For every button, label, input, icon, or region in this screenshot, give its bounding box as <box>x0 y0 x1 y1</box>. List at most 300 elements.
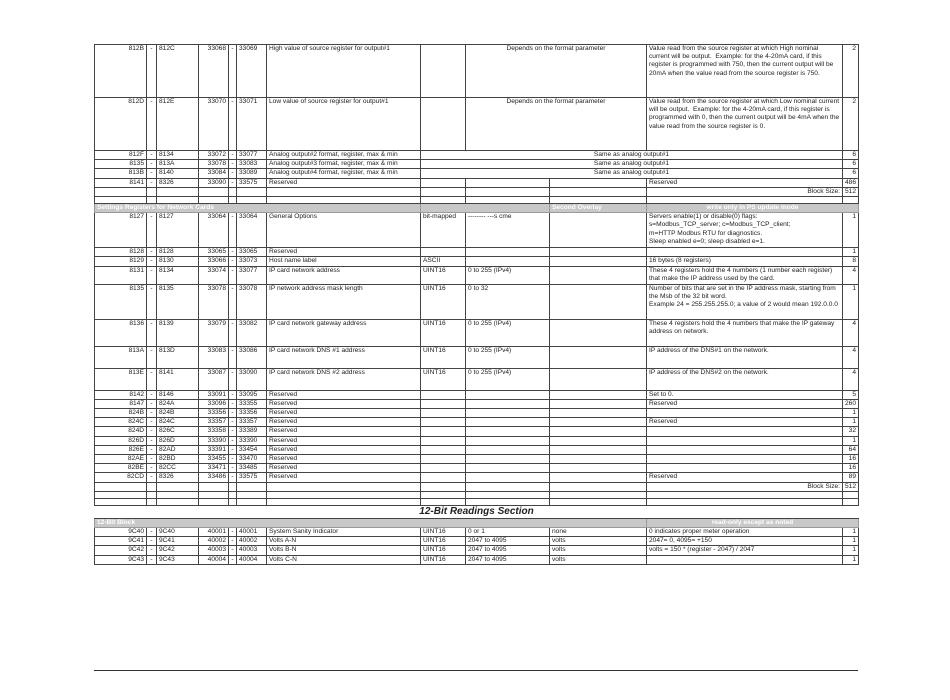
hex-dash: - <box>147 436 157 445</box>
register-map-page <box>94 44 858 565</box>
dec-start: 33070 <box>199 98 229 151</box>
table-row <box>95 187 859 196</box>
empty-cell <box>421 491 466 498</box>
format <box>421 248 466 257</box>
units: none <box>550 528 647 537</box>
comments: 16 bytes (8 registers) <box>647 257 843 266</box>
comments <box>647 464 843 473</box>
table-row <box>95 418 859 427</box>
dec-end: 33064 <box>237 213 267 248</box>
hex-start: 8131 <box>95 266 147 284</box>
register-count: 1 <box>843 537 859 546</box>
empty-cell <box>147 498 157 505</box>
hex-end: 82AD <box>157 445 199 454</box>
dec-dash: - <box>229 528 237 537</box>
description: Volts A-N <box>267 537 421 546</box>
description: Host name label <box>267 257 421 266</box>
format <box>421 455 466 464</box>
hex-start: 9C43 <box>95 555 147 564</box>
hex-start: 813B <box>95 169 147 178</box>
description: System Sanity Indicator <box>267 528 421 537</box>
table-row <box>95 473 859 482</box>
dec-start: 33471 <box>199 464 229 473</box>
range: 0 to 255 (IPv4) <box>466 319 550 346</box>
comments: 0 indicates proper meter operation <box>647 528 843 537</box>
description: Volts B-N <box>267 546 421 555</box>
table-row <box>95 257 859 266</box>
register-count: 2 <box>843 45 859 98</box>
table-row <box>95 178 859 187</box>
range <box>466 257 550 266</box>
register-count: 32 <box>843 427 859 436</box>
hex-end <box>157 482 199 491</box>
register-count: 6 <box>843 169 859 178</box>
description: Analog output#3 format, register, max & min <box>267 160 421 169</box>
format: UINT16 <box>421 537 466 546</box>
format <box>421 178 466 187</box>
register-count: 1 <box>843 409 859 418</box>
units <box>550 284 647 319</box>
register-count: 8 <box>843 257 859 266</box>
units <box>550 473 647 482</box>
hex-start: 8147 <box>95 399 147 408</box>
units <box>550 368 647 390</box>
empty-cell <box>157 498 199 505</box>
empty-cell <box>267 498 421 505</box>
dec-start: 33066 <box>199 257 229 266</box>
empty-cell <box>466 498 550 505</box>
empty-cell <box>843 491 859 498</box>
hex-dash <box>147 482 157 491</box>
hex-start: 8135 <box>95 160 147 169</box>
hex-end: 824C <box>157 418 199 427</box>
format <box>421 427 466 436</box>
section-header-title: 12-Bit Block <box>95 518 647 527</box>
units <box>550 427 647 436</box>
range: Depends on the format parameter <box>466 98 647 151</box>
hex-dash: - <box>147 45 157 98</box>
dec-start: 33078 <box>199 284 229 319</box>
dec-end: 33073 <box>237 257 267 266</box>
dec-end: 33575 <box>237 178 267 187</box>
hex-dash: - <box>147 266 157 284</box>
description: IP network address mask length <box>267 284 421 319</box>
units <box>550 436 647 445</box>
empty-cell <box>95 491 147 498</box>
dec-end: 33078 <box>237 284 267 319</box>
description: IP card network DNS #2 address <box>267 368 421 390</box>
dec-dash: - <box>229 409 237 418</box>
format: UINT16 <box>421 319 466 346</box>
empty-cell <box>466 491 550 498</box>
hex-end: 9C42 <box>157 546 199 555</box>
comments <box>647 555 843 564</box>
hex-dash: - <box>147 445 157 454</box>
empty-cell <box>421 197 466 204</box>
dec-end: 40001 <box>237 528 267 537</box>
dec-start: 33078 <box>199 160 229 169</box>
table-row <box>95 266 859 284</box>
format: UINT16 <box>421 368 466 390</box>
comments: Block Size: <box>647 187 843 196</box>
table-row <box>95 546 859 555</box>
dec-dash: - <box>229 555 237 564</box>
dec-dash: - <box>229 346 237 368</box>
dec-start: 40004 <box>199 555 229 564</box>
range: 0 to 32 <box>466 284 550 319</box>
hex-end <box>157 187 199 196</box>
table-row <box>95 436 859 445</box>
table-row <box>95 368 859 390</box>
register-map-body <box>95 45 859 565</box>
units <box>550 409 647 418</box>
format <box>421 445 466 454</box>
hex-end: 8146 <box>157 390 199 399</box>
comments: IP address of the DNS#1 on the network. <box>647 346 843 368</box>
range <box>466 187 550 196</box>
description: Analog output#2 format, register, max & min <box>267 151 421 160</box>
hex-dash: - <box>147 284 157 319</box>
hex-dash: - <box>147 409 157 418</box>
dec-end: 33077 <box>237 266 267 284</box>
hex-start: 813E <box>95 368 147 390</box>
hex-start: 813A <box>95 346 147 368</box>
hex-dash: - <box>147 319 157 346</box>
dec-start <box>199 187 229 196</box>
dec-start: 33084 <box>199 169 229 178</box>
dec-dash: - <box>229 455 237 464</box>
dec-dash: - <box>229 464 237 473</box>
format <box>421 98 466 151</box>
hex-end: 813A <box>157 160 199 169</box>
hex-end: 8141 <box>157 368 199 390</box>
units <box>550 319 647 346</box>
dec-dash: - <box>229 213 237 248</box>
range: 2047 to 4095 <box>466 537 550 546</box>
hex-end: 812E <box>157 98 199 151</box>
comments: 2047= 0, 4095= +150 <box>647 537 843 546</box>
empty-cell <box>95 498 147 505</box>
table-row <box>95 160 859 169</box>
hex-end: 9C40 <box>157 528 199 537</box>
empty-cell <box>466 197 550 204</box>
description: High value of source register for output#1 <box>267 45 421 98</box>
format: UINT16 <box>421 555 466 564</box>
section-title-row <box>95 505 859 518</box>
format: UINT16 <box>421 346 466 368</box>
dec-dash: - <box>229 436 237 445</box>
comments <box>647 445 843 454</box>
dec-end: 33086 <box>237 346 267 368</box>
units <box>550 178 647 187</box>
empty-cell <box>237 197 267 204</box>
description: Reserved <box>267 178 421 187</box>
comments: volts = 150 * (register - 2047) / 2047 <box>647 546 843 555</box>
dec-end: 33575 <box>237 473 267 482</box>
table-row <box>95 455 859 464</box>
empty-cell <box>147 197 157 204</box>
hex-start: 812F <box>95 151 147 160</box>
hex-end: 826C <box>157 427 199 436</box>
hex-dash: - <box>147 257 157 266</box>
comments <box>647 455 843 464</box>
dec-start: 33356 <box>199 409 229 418</box>
units <box>550 248 647 257</box>
same-as-note: Same as analog output#1 <box>421 160 843 169</box>
range <box>466 427 550 436</box>
hex-dash: - <box>147 178 157 187</box>
description: Reserved <box>267 390 421 399</box>
range: Depends on the format parameter <box>466 45 647 98</box>
dec-dash: - <box>229 178 237 187</box>
range <box>466 399 550 408</box>
dec-start: 33064 <box>199 213 229 248</box>
hex-dash <box>147 187 157 196</box>
hex-start <box>95 482 147 491</box>
range: 0 to 255 (IPv4) <box>466 368 550 390</box>
hex-start: 8129 <box>95 257 147 266</box>
table-row <box>95 399 859 408</box>
dec-end: 33082 <box>237 319 267 346</box>
hex-dash: - <box>147 418 157 427</box>
register-count: 6 <box>843 160 859 169</box>
hex-end: 8127 <box>157 213 199 248</box>
range <box>466 482 550 491</box>
comments <box>647 248 843 257</box>
hex-end: 82BD <box>157 455 199 464</box>
hex-start: 9C42 <box>95 546 147 555</box>
table-row <box>95 284 859 319</box>
dec-end <box>237 187 267 196</box>
register-count: 4 <box>843 346 859 368</box>
range <box>466 445 550 454</box>
dec-end: 40002 <box>237 537 267 546</box>
empty-cell <box>147 491 157 498</box>
hex-start: 824D <box>95 427 147 436</box>
dec-end: 33095 <box>237 390 267 399</box>
hex-dash: - <box>147 455 157 464</box>
section-header-cell <box>421 204 550 213</box>
hex-dash: - <box>147 528 157 537</box>
description: Analog output#4 format, register, max & min <box>267 169 421 178</box>
hex-start: 812D <box>95 98 147 151</box>
format <box>421 390 466 399</box>
dec-end: 33071 <box>237 98 267 151</box>
dec-dash: - <box>229 390 237 399</box>
hex-start: 8127 <box>95 213 147 248</box>
hex-dash: - <box>147 399 157 408</box>
units <box>550 455 647 464</box>
hex-end: 824B <box>157 409 199 418</box>
table-row <box>95 555 859 564</box>
empty-cell <box>421 498 466 505</box>
hex-end: 8139 <box>157 319 199 346</box>
empty-cell <box>550 498 647 505</box>
format <box>421 45 466 98</box>
table-row <box>95 390 859 399</box>
table-row <box>95 464 859 473</box>
hex-start: 826E <box>95 445 147 454</box>
hex-end: 8134 <box>157 151 199 160</box>
hex-dash: - <box>147 346 157 368</box>
range <box>466 473 550 482</box>
comments: Value read from the source register at which Low nominal current will be output. Example: for the 4-20mA card, if this register is programmed with 0, then the current output will be 4mA when the value read from the source register is 0. <box>647 98 843 151</box>
register-count: 6 <box>843 151 859 160</box>
dec-end: 33355 <box>237 399 267 408</box>
empty-cell <box>229 498 237 505</box>
dec-start: 33065 <box>199 248 229 257</box>
blank-row <box>95 498 859 505</box>
empty-cell <box>237 491 267 498</box>
register-count: 486 <box>843 178 859 187</box>
hex-end: 8326 <box>157 178 199 187</box>
range <box>466 390 550 399</box>
dec-start: 33091 <box>199 390 229 399</box>
hex-start: 8142 <box>95 390 147 399</box>
units <box>550 445 647 454</box>
format <box>421 418 466 427</box>
hex-start: 8141 <box>95 178 147 187</box>
dec-start: 33068 <box>199 45 229 98</box>
description: Reserved <box>267 464 421 473</box>
hex-dash: - <box>147 248 157 257</box>
register-count: 1 <box>843 418 859 427</box>
dec-end: 33390 <box>237 436 267 445</box>
table-row <box>95 151 859 160</box>
format: bit-mapped <box>421 213 466 248</box>
format <box>421 436 466 445</box>
hex-dash: - <box>147 555 157 564</box>
table-row <box>95 409 859 418</box>
hex-start: 82CD <box>95 473 147 482</box>
hex-start: 8136 <box>95 319 147 346</box>
dec-start: 33074 <box>199 266 229 284</box>
register-count: 4 <box>843 368 859 390</box>
format: UINT16 <box>421 546 466 555</box>
dec-end: 33357 <box>237 418 267 427</box>
range <box>466 418 550 427</box>
table-row <box>95 319 859 346</box>
format <box>421 409 466 418</box>
dec-dash: - <box>229 248 237 257</box>
empty-cell <box>550 491 647 498</box>
table-row <box>95 427 859 436</box>
units <box>550 399 647 408</box>
units <box>550 257 647 266</box>
hex-dash: - <box>147 151 157 160</box>
empty-cell <box>199 491 229 498</box>
register-count: 4 <box>843 319 859 346</box>
format: UINT16 <box>421 266 466 284</box>
dec-dash: - <box>229 418 237 427</box>
dec-end: 33454 <box>237 445 267 454</box>
hex-dash: - <box>147 537 157 546</box>
blank-row <box>95 491 859 498</box>
units <box>550 213 647 248</box>
description: Reserved <box>267 445 421 454</box>
section-title: 12-Bit Readings Section <box>95 505 859 518</box>
format <box>421 399 466 408</box>
units <box>550 482 647 491</box>
description: Reserved <box>267 455 421 464</box>
dec-end: 33485 <box>237 464 267 473</box>
comments: Servers enable(1) or disable(0) flags: s=Modbus_TCP_server; c=Modbus_TCP_client; m=HTTP Modbus RTU for diagnostics. Sleep enabled e=0; sleep disabled e=1. <box>647 213 843 248</box>
same-as-note: Same as analog output#1 <box>421 169 843 178</box>
register-count: 16 <box>843 455 859 464</box>
register-count: 2 <box>843 98 859 151</box>
range: -------- ---s cme <box>466 213 550 248</box>
dec-dash: - <box>229 284 237 319</box>
hex-start <box>95 187 147 196</box>
format: ASCII <box>421 257 466 266</box>
range: 2047 to 4095 <box>466 555 550 564</box>
format <box>421 482 466 491</box>
hex-start: 812B <box>95 45 147 98</box>
description: Reserved <box>267 436 421 445</box>
hex-dash: - <box>147 427 157 436</box>
empty-cell <box>229 491 237 498</box>
units: volts <box>550 546 647 555</box>
units <box>550 187 647 196</box>
hex-dash: - <box>147 390 157 399</box>
table-row <box>95 528 859 537</box>
units: volts <box>550 555 647 564</box>
dec-end: 33083 <box>237 160 267 169</box>
dec-dash <box>229 482 237 491</box>
register-count: 64 <box>843 445 859 454</box>
register-count: 260 <box>843 399 859 408</box>
register-count: 5 <box>843 390 859 399</box>
dec-start: 33357 <box>199 418 229 427</box>
empty-cell <box>157 491 199 498</box>
dec-start: 33358 <box>199 427 229 436</box>
range <box>466 436 550 445</box>
empty-cell <box>843 498 859 505</box>
description: Reserved <box>267 418 421 427</box>
dec-end: 33089 <box>237 169 267 178</box>
register-map-table <box>94 44 859 565</box>
description <box>267 482 421 491</box>
empty-cell <box>843 197 859 204</box>
register-count: 4 <box>843 266 859 284</box>
description: IP card network gateway address <box>267 319 421 346</box>
empty-cell <box>550 197 647 204</box>
dec-start: 33486 <box>199 473 229 482</box>
comments <box>647 436 843 445</box>
dec-start: 33072 <box>199 151 229 160</box>
register-count: 1 <box>843 528 859 537</box>
empty-cell <box>229 197 237 204</box>
range <box>466 455 550 464</box>
register-count: 1 <box>843 546 859 555</box>
table-row <box>95 98 859 151</box>
empty-cell <box>647 491 843 498</box>
dec-end: 33090 <box>237 368 267 390</box>
description: Reserved <box>267 399 421 408</box>
dec-start: 40003 <box>199 546 229 555</box>
section-header-row <box>95 204 859 213</box>
register-count: 512 <box>843 187 859 196</box>
hex-end: 8135 <box>157 284 199 319</box>
description: IP card network address <box>267 266 421 284</box>
table-row <box>95 248 859 257</box>
dec-end <box>237 482 267 491</box>
dec-start: 33083 <box>199 346 229 368</box>
dec-start: 33391 <box>199 445 229 454</box>
range: 2047 to 4095 <box>466 546 550 555</box>
dec-end: 40003 <box>237 546 267 555</box>
same-as-note: Same as analog output#1 <box>421 151 843 160</box>
